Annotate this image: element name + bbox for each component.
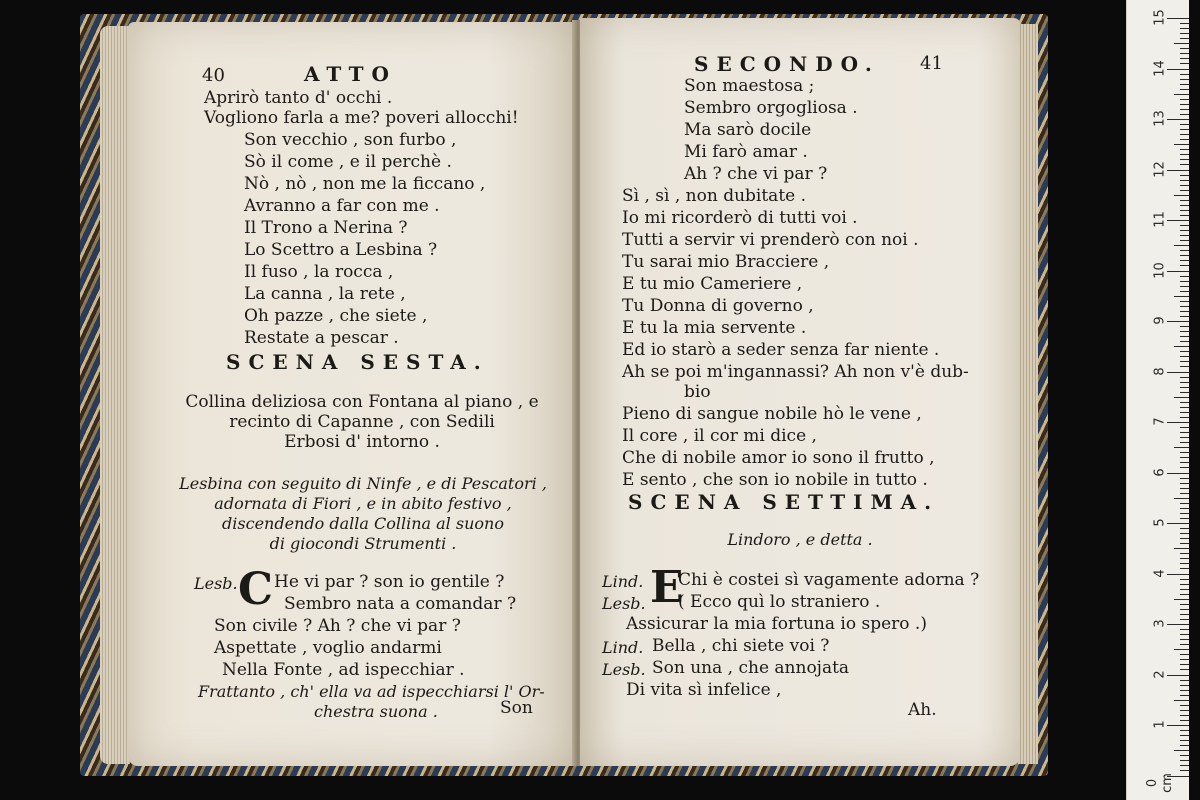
scene-characters: Lindoro , e detta . bbox=[727, 530, 873, 549]
ruler-tick bbox=[1180, 478, 1189, 479]
ruler-tick bbox=[1180, 23, 1189, 24]
dialogue-line: ( Ecco quì lo straniero . bbox=[678, 592, 881, 612]
ruler-tick bbox=[1167, 69, 1189, 70]
ruler-tick bbox=[1180, 488, 1189, 489]
ruler-tick bbox=[1180, 33, 1189, 34]
ruler-tick bbox=[1180, 710, 1189, 711]
ruler-tick bbox=[1180, 518, 1189, 519]
ruler-tick bbox=[1180, 508, 1189, 509]
verse-line: Il Trono a Nerina ? bbox=[244, 218, 408, 238]
scene-heading-sesta: SCENA SESTA. bbox=[226, 350, 489, 374]
ruler-tick bbox=[1167, 675, 1189, 676]
ruler-tick bbox=[1167, 473, 1189, 474]
ruler-tick bbox=[1167, 119, 1189, 120]
drop-capital: C bbox=[238, 564, 274, 615]
ruler-tick bbox=[1180, 281, 1189, 282]
ruler-tick bbox=[1180, 331, 1189, 332]
ruler-tick bbox=[1174, 447, 1189, 448]
ruler-tick bbox=[1180, 351, 1189, 352]
verse-line: Oh pazze , che siete , bbox=[244, 306, 428, 326]
ruler-tick bbox=[1180, 770, 1189, 771]
ruler-number: 5 bbox=[1152, 518, 1168, 527]
dialogue-line: He vi par ? son io gentile ? bbox=[274, 572, 505, 592]
ruler-tick bbox=[1180, 503, 1189, 504]
ruler-tick bbox=[1180, 659, 1189, 660]
left-page bbox=[128, 22, 576, 766]
dialogue-line: Son civile ? Ah ? che vi par ? bbox=[214, 616, 461, 636]
verse-line: Tu Donna di governo , bbox=[622, 296, 814, 316]
ruler-tick bbox=[1180, 265, 1189, 266]
ruler-tick bbox=[1167, 523, 1189, 524]
ruler-tick bbox=[1180, 629, 1189, 630]
ruler-tick bbox=[1180, 407, 1189, 408]
page-number-right: 41 bbox=[920, 53, 943, 74]
ruler-tick bbox=[1180, 493, 1189, 494]
ruler-tick bbox=[1180, 634, 1189, 635]
speaker-label: Lesb. bbox=[602, 660, 646, 679]
ruler-tick bbox=[1180, 690, 1189, 691]
ruler-tick bbox=[1174, 43, 1189, 44]
ruler-tick bbox=[1167, 574, 1189, 575]
ruler-tick bbox=[1180, 705, 1189, 706]
ruler-tick bbox=[1180, 442, 1189, 443]
ruler-tick bbox=[1167, 422, 1189, 423]
ruler-tick bbox=[1180, 382, 1189, 383]
ruler-tick bbox=[1180, 286, 1189, 287]
ruler-tick bbox=[1180, 255, 1189, 256]
ruler-tick bbox=[1180, 124, 1189, 125]
ruler-tick bbox=[1180, 180, 1189, 181]
verse-line: bio bbox=[684, 382, 711, 402]
ruler-tick bbox=[1180, 38, 1189, 39]
ruler-tick bbox=[1180, 276, 1189, 277]
ruler-tick bbox=[1180, 720, 1189, 721]
ruler-number: 0 cm bbox=[1145, 772, 1175, 793]
stage-direction-line: adornata di Fiori , e in abito festivo , bbox=[214, 494, 512, 513]
setting-line: Collina deliziosa con Fontana al piano , e bbox=[185, 392, 539, 412]
ruler-tick bbox=[1174, 94, 1189, 95]
verse-line: Vogliono farla a me? poveri allocchi! bbox=[204, 108, 519, 128]
ruler-tick bbox=[1180, 614, 1189, 615]
ruler-tick bbox=[1180, 164, 1189, 165]
ruler-tick bbox=[1167, 372, 1189, 373]
ruler-number: 13 bbox=[1152, 110, 1168, 127]
ruler-tick bbox=[1180, 316, 1189, 317]
ruler-number: 14 bbox=[1152, 59, 1168, 77]
ruler-tick bbox=[1180, 730, 1189, 731]
ruler-tick bbox=[1180, 392, 1189, 393]
ruler-tick bbox=[1180, 326, 1189, 327]
ruler-tick bbox=[1180, 114, 1189, 115]
ruler-tick bbox=[1174, 599, 1189, 600]
verse-line: Son vecchio , son furbo , bbox=[244, 130, 457, 150]
stage-direction-line: discendendo dalla Collina al suono bbox=[222, 514, 504, 533]
ruler-tick bbox=[1180, 533, 1189, 534]
verse-line: Tutti a servir vi prenderò con noi . bbox=[622, 230, 919, 250]
ruler-tick bbox=[1180, 336, 1189, 337]
verse-line: Mi farò amar . bbox=[684, 142, 808, 162]
ruler-tick bbox=[1180, 740, 1189, 741]
speaker-label: Lind. bbox=[602, 572, 644, 591]
speaker-label: Lesb. bbox=[602, 594, 646, 613]
ruler-tick bbox=[1167, 18, 1189, 19]
ruler-tick bbox=[1180, 301, 1189, 302]
ruler-tick bbox=[1180, 715, 1189, 716]
ruler-tick bbox=[1180, 412, 1189, 413]
ruler-tick bbox=[1180, 205, 1189, 206]
ruler-tick bbox=[1180, 185, 1189, 186]
dialogue-line: Assicurar la mia fortuna io spero .) bbox=[626, 614, 927, 634]
setting-line: Erbosi d' intorno . bbox=[284, 432, 440, 452]
ruler-tick bbox=[1180, 341, 1189, 342]
ruler-tick bbox=[1180, 154, 1189, 155]
ruler-tick bbox=[1180, 79, 1189, 80]
ruler-tick bbox=[1180, 437, 1189, 438]
ruler-tick bbox=[1180, 664, 1189, 665]
ruler-tick bbox=[1180, 311, 1189, 312]
catchword-left: Son bbox=[500, 698, 533, 718]
ruler-tick bbox=[1180, 377, 1189, 378]
ruler-number: 3 bbox=[1152, 619, 1168, 628]
dialogue-line: Son una , che annojata bbox=[652, 658, 850, 678]
ruler-tick bbox=[1180, 190, 1189, 191]
right-page bbox=[580, 18, 1020, 766]
running-head-left: ATTO bbox=[304, 62, 397, 86]
dialogue-line: Di vita sì infelice , bbox=[626, 680, 782, 700]
ruler-tick bbox=[1180, 417, 1189, 418]
stage-direction-line: di giocondi Strumenti . bbox=[269, 534, 457, 553]
ruler-tick bbox=[1180, 755, 1189, 756]
ruler-tick bbox=[1180, 558, 1189, 559]
dialogue-line: Aspettate , voglio andarmi bbox=[214, 638, 442, 658]
ruler-tick bbox=[1180, 361, 1189, 362]
ruler-tick bbox=[1174, 195, 1189, 196]
ruler-tick bbox=[1180, 695, 1189, 696]
closing-direction-line: Frattanto , ch' ella va ad ispecchiarsi l' Or- bbox=[198, 682, 545, 701]
ruler-tick bbox=[1180, 48, 1189, 49]
verse-line: Sò il come , e il perchè . bbox=[244, 152, 452, 172]
ruler-tick bbox=[1180, 765, 1189, 766]
verse-line: Ah se poi m'ingannassi? Ah non v'è dub- bbox=[622, 362, 969, 382]
ruler-tick bbox=[1167, 220, 1189, 221]
ruler-tick bbox=[1180, 175, 1189, 176]
ruler-tick bbox=[1180, 210, 1189, 211]
ruler-tick bbox=[1174, 750, 1189, 751]
page-edges-left bbox=[100, 26, 130, 764]
verse-line: E tu mio Cameriere , bbox=[622, 274, 803, 294]
ruler-tick bbox=[1180, 432, 1189, 433]
drop-capital: E bbox=[650, 562, 684, 613]
verse-line: Lo Scettro a Lesbina ? bbox=[244, 240, 438, 260]
ruler-number: 8 bbox=[1152, 366, 1168, 376]
ruler-tick bbox=[1174, 245, 1189, 246]
ruler-tick bbox=[1174, 548, 1189, 549]
ruler-tick bbox=[1180, 225, 1189, 226]
verse-line: Avranno a far con me . bbox=[244, 196, 440, 216]
verse-line: Sì , sì , non dubitate . bbox=[622, 186, 807, 206]
verse-line: Nò , nò , non me la ficcano , bbox=[244, 174, 486, 194]
closing-direction-line: chestra suona . bbox=[314, 702, 438, 721]
ruler-tick bbox=[1180, 609, 1189, 610]
ruler-tick bbox=[1180, 680, 1189, 681]
ruler-tick bbox=[1180, 402, 1189, 403]
ruler-tick bbox=[1180, 53, 1189, 54]
ruler-tick bbox=[1180, 553, 1189, 554]
ruler-tick bbox=[1167, 321, 1189, 322]
page-number-left: 40 bbox=[202, 65, 225, 86]
ruler-number: 7 bbox=[1152, 417, 1168, 426]
ruler-tick bbox=[1180, 467, 1189, 468]
dialogue-line: Bella , chi siete voi ? bbox=[652, 636, 830, 656]
ruler-tick bbox=[1180, 579, 1189, 580]
ruler-tick bbox=[1180, 452, 1189, 453]
ruler-tick bbox=[1180, 538, 1189, 539]
ruler-tick bbox=[1180, 200, 1189, 201]
ruler-tick bbox=[1180, 543, 1189, 544]
ruler-tick bbox=[1180, 639, 1189, 640]
speaker-label: Lind. bbox=[602, 638, 644, 657]
page-edges-right bbox=[1018, 24, 1038, 764]
verse-line: Sembro orgogliosa . bbox=[684, 98, 858, 118]
ruler-tick bbox=[1180, 139, 1189, 140]
ruler-tick bbox=[1167, 271, 1189, 272]
verse-line: Ma sarò docile bbox=[684, 120, 812, 140]
ruler-tick bbox=[1167, 170, 1189, 171]
ruler-tick bbox=[1180, 250, 1189, 251]
ruler-tick bbox=[1180, 589, 1189, 590]
ruler-tick bbox=[1180, 644, 1189, 645]
ruler-tick bbox=[1174, 296, 1189, 297]
ruler-tick bbox=[1180, 528, 1189, 529]
ruler-number: 12 bbox=[1152, 160, 1168, 178]
ruler-tick bbox=[1180, 387, 1189, 388]
verse-line: Ah ? che vi par ? bbox=[684, 164, 828, 184]
ruler-tick bbox=[1180, 109, 1189, 110]
ruler-tick bbox=[1174, 144, 1189, 145]
ruler-tick bbox=[1180, 306, 1189, 307]
catchword-right: Ah. bbox=[908, 700, 937, 720]
ruler-tick bbox=[1180, 74, 1189, 75]
ruler-number: 6 bbox=[1152, 467, 1168, 477]
ruler-tick bbox=[1180, 230, 1189, 231]
ruler-tick bbox=[1174, 397, 1189, 398]
ruler-tick bbox=[1180, 63, 1189, 64]
verse-line: E tu la mia servente . bbox=[622, 318, 807, 338]
ruler-tick bbox=[1180, 134, 1189, 135]
verse-line: Pieno di sangue nobile hò le vene , bbox=[622, 404, 922, 424]
measuring-ruler bbox=[1126, 0, 1189, 800]
ruler-tick bbox=[1180, 159, 1189, 160]
verse-line: La canna , la rete , bbox=[244, 284, 406, 304]
ruler-tick bbox=[1180, 594, 1189, 595]
ruler-tick bbox=[1180, 240, 1189, 241]
ruler-tick bbox=[1180, 584, 1189, 585]
ruler-tick bbox=[1180, 366, 1189, 367]
ruler-tick bbox=[1180, 669, 1189, 670]
setting-line: recinto di Capanne , con Sedili bbox=[229, 412, 495, 432]
ruler-tick bbox=[1180, 604, 1189, 605]
verse-line: Restate a pescar . bbox=[244, 328, 399, 348]
ruler-tick bbox=[1180, 745, 1189, 746]
ruler-number: 1 bbox=[1152, 720, 1168, 729]
ruler-tick bbox=[1174, 700, 1189, 701]
verse-line: Ed io starò a seder senza far niente . bbox=[622, 340, 940, 360]
ruler-tick bbox=[1174, 649, 1189, 650]
verse-line: Tu sarai mio Bracciere , bbox=[622, 252, 830, 272]
ruler-number: 9 bbox=[1152, 316, 1168, 325]
dialogue-line: Chi è costei sì vagamente adorna ? bbox=[678, 570, 980, 590]
ruler-tick bbox=[1167, 624, 1189, 625]
ruler-tick bbox=[1180, 149, 1189, 150]
ruler-tick bbox=[1180, 483, 1189, 484]
ruler-tick bbox=[1180, 28, 1189, 29]
ruler-tick bbox=[1180, 457, 1189, 458]
ruler-tick bbox=[1180, 735, 1189, 736]
ruler-tick bbox=[1180, 654, 1189, 655]
verse-line: Io mi ricorderò di tutti voi . bbox=[622, 208, 858, 228]
ruler-number: 10 bbox=[1152, 261, 1168, 279]
running-head-right: SECONDO. bbox=[694, 52, 880, 76]
ruler-tick bbox=[1180, 513, 1189, 514]
scene-heading-settima: SCENA SETTIMA. bbox=[628, 490, 940, 514]
ruler-number: 2 bbox=[1152, 669, 1168, 679]
stage-direction-line: Lesbina con seguito di Ninfe , e di Pescatori , bbox=[179, 474, 547, 493]
ruler-tick bbox=[1180, 462, 1189, 463]
verse-line: Che di nobile amor io sono il frutto , bbox=[622, 448, 935, 468]
ruler-tick bbox=[1180, 563, 1189, 564]
verse-line: E sento , che son io nobile in tutto . bbox=[622, 470, 928, 490]
ruler-tick bbox=[1167, 725, 1189, 726]
ruler-tick bbox=[1180, 427, 1189, 428]
ruler-tick bbox=[1180, 104, 1189, 105]
ruler-tick bbox=[1180, 235, 1189, 236]
ruler-tick bbox=[1174, 498, 1189, 499]
ruler-tick bbox=[1180, 84, 1189, 85]
verse-line: Son maestosa ; bbox=[684, 76, 815, 96]
verse-line: Aprirò tanto d' occhi . bbox=[204, 88, 393, 108]
ruler-tick bbox=[1180, 58, 1189, 59]
ruler-number: 11 bbox=[1152, 211, 1168, 228]
ruler-number: 4 bbox=[1152, 568, 1168, 578]
ruler-tick bbox=[1180, 260, 1189, 261]
ruler-tick bbox=[1180, 760, 1189, 761]
ruler-tick bbox=[1180, 356, 1189, 357]
ruler-tick bbox=[1180, 89, 1189, 90]
ruler-tick bbox=[1180, 685, 1189, 686]
speaker-label: Lesb. bbox=[194, 574, 238, 593]
ruler-tick bbox=[1180, 568, 1189, 569]
verse-line: Il fuso , la rocca , bbox=[244, 262, 394, 282]
verse-line: Il core , il cor mi dice , bbox=[622, 426, 817, 446]
ruler-tick bbox=[1174, 346, 1189, 347]
ruler-number: 15 bbox=[1152, 9, 1168, 26]
dialogue-line: Nella Fonte , ad ispecchiar . bbox=[222, 660, 465, 680]
ruler-tick bbox=[1180, 129, 1189, 130]
ruler-tick bbox=[1180, 291, 1189, 292]
ruler-tick bbox=[1180, 99, 1189, 100]
ruler-tick bbox=[1180, 215, 1189, 216]
dialogue-line: Sembro nata a comandar ? bbox=[284, 594, 517, 614]
ruler-tick bbox=[1180, 619, 1189, 620]
